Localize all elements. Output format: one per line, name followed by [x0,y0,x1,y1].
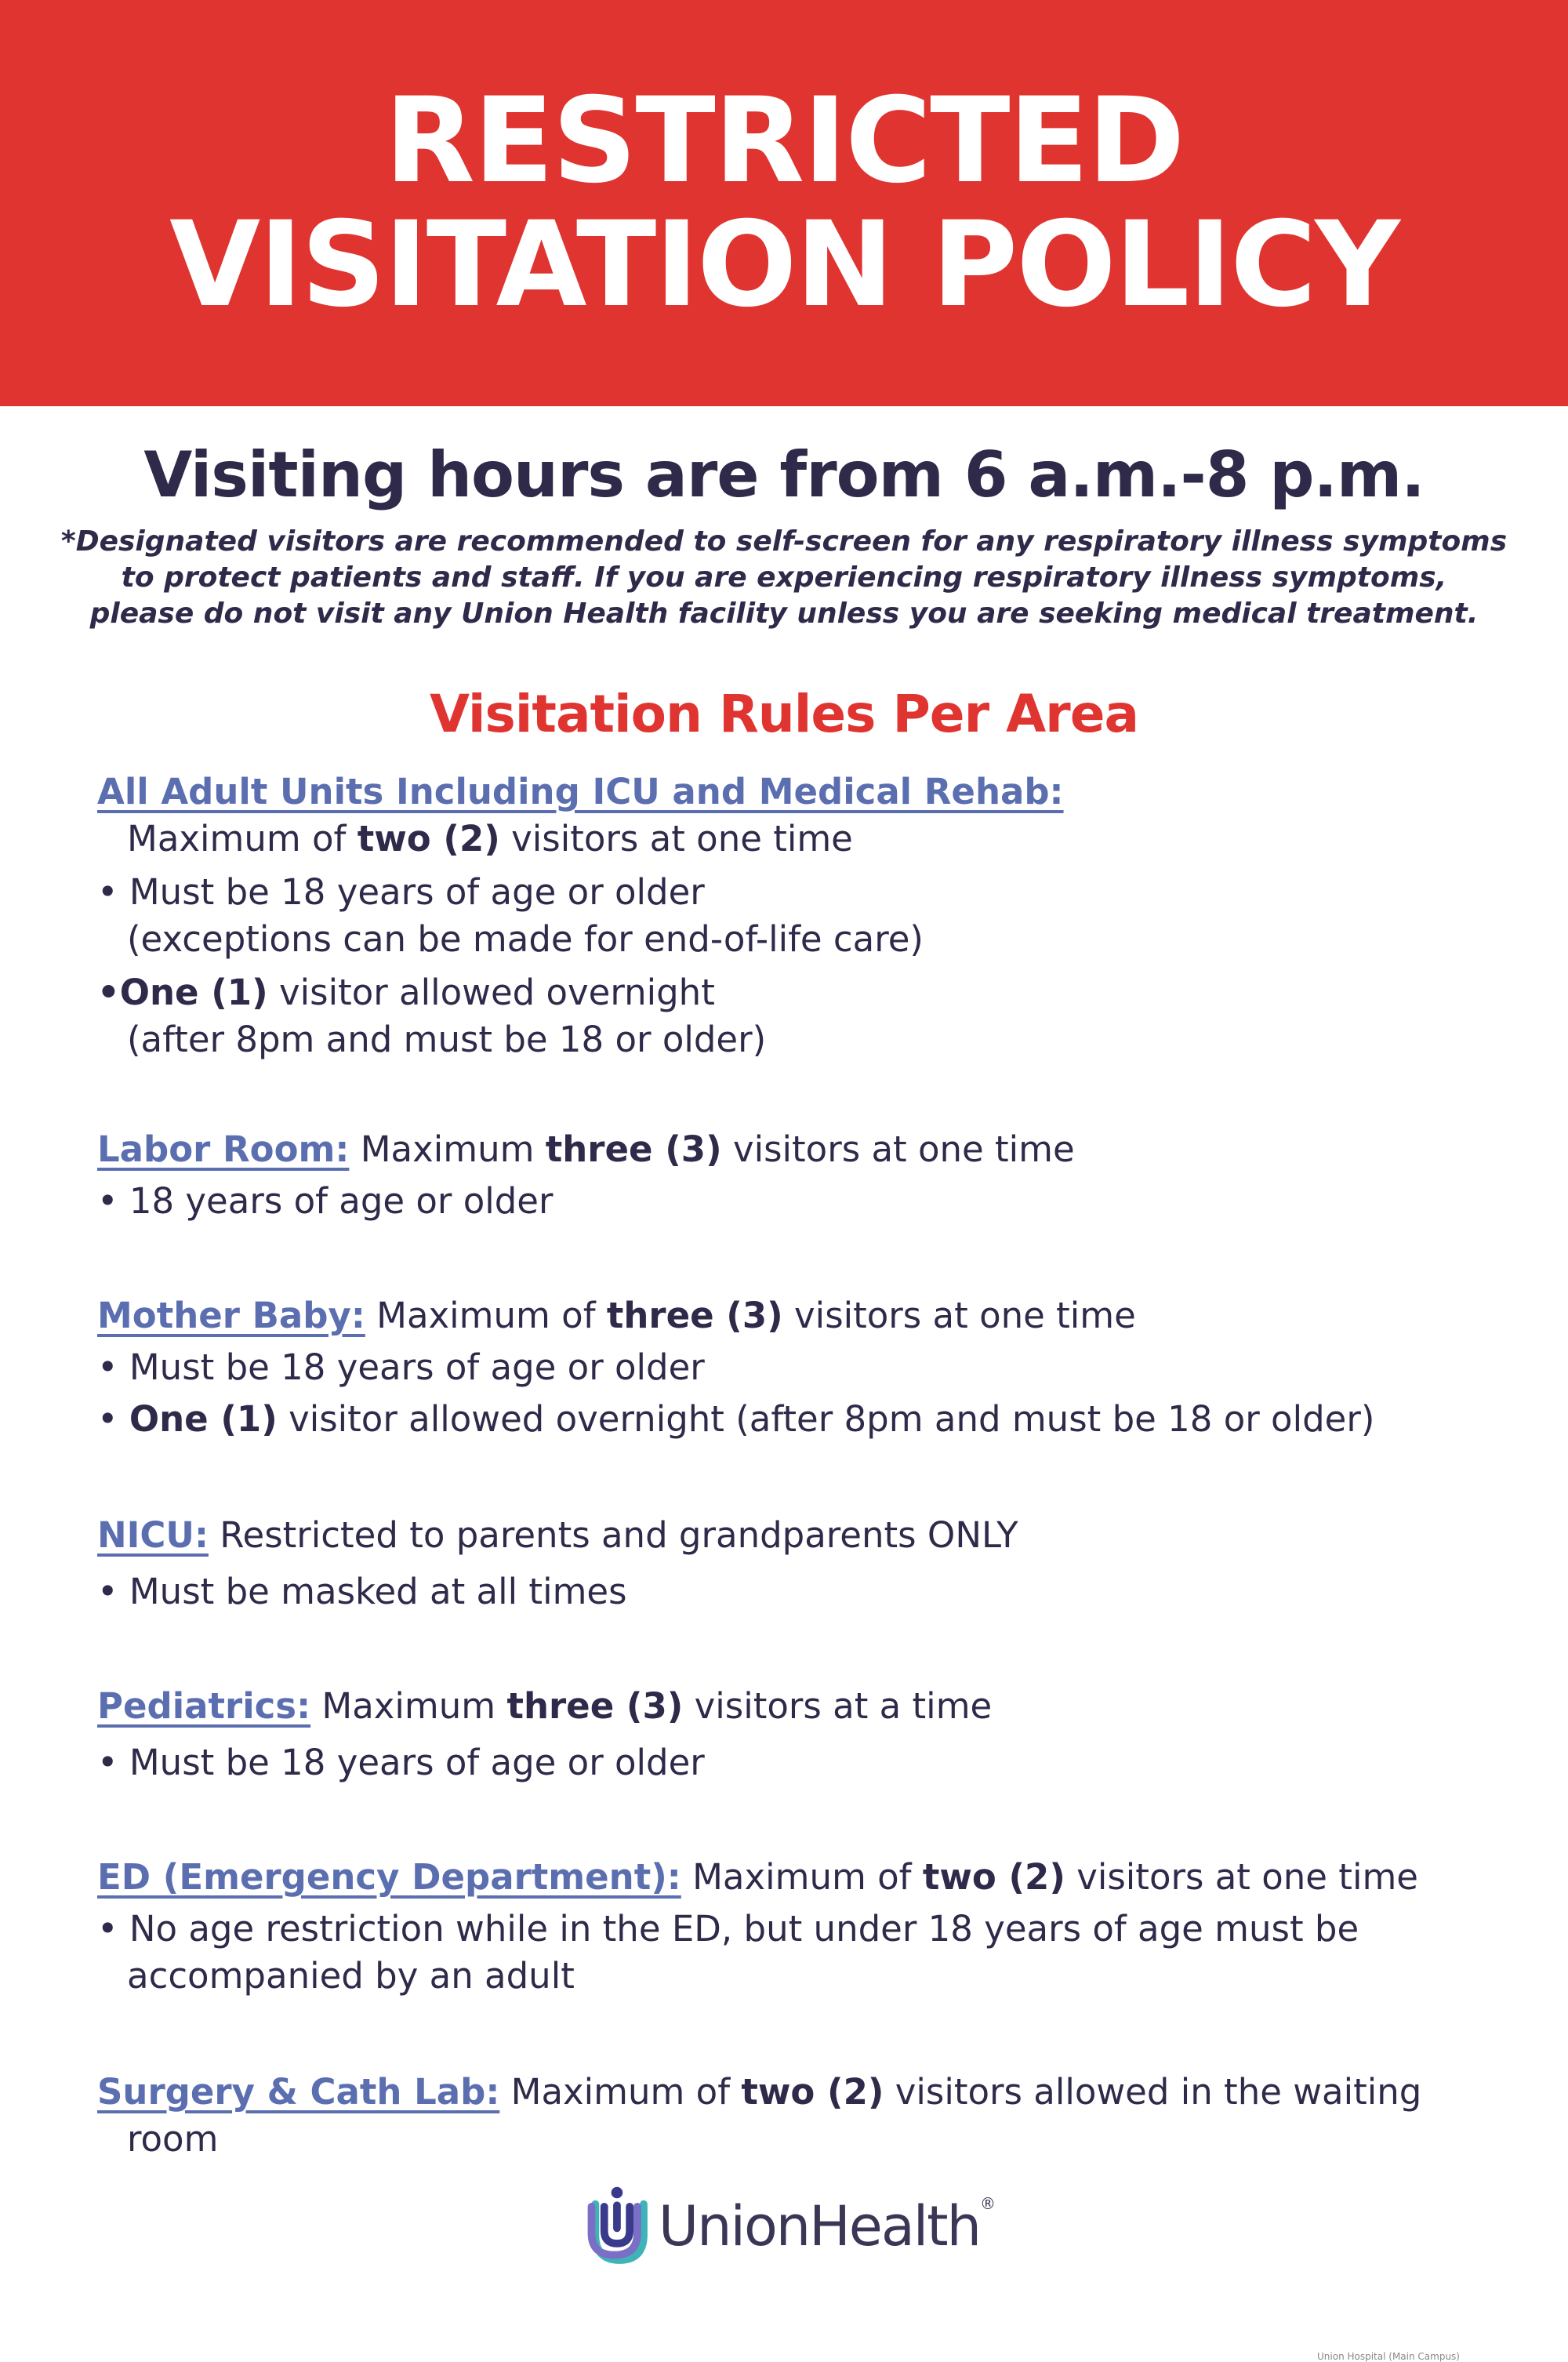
list-item: • Must be 18 years of age or older [97,1742,705,1783]
visiting-hours: Visiting hours are from 6 a.m.-8 p.m. [143,438,1425,511]
list-item: • Must be 18 years of age or older [97,871,705,913]
rules-heading: Visitation Rules Per Area [429,684,1139,744]
disclaimer [0,524,1568,632]
area-adult-units: All Adult Units Including ICU and Medical Rehab: Maximum of two (2) visitors at one time • Must be 18 years of age or older (exceptions can be made for end-of-life care) •One (1) visitor allowed overnight (after 8pm and must be 18 or older) [97,769,1524,1063]
union-health-u-logo-icon [586,2175,648,2277]
area-pediatrics: Pediatrics: Maximum three (3) visitors at a time • Must be 18 years of age or older [97,1683,1524,1786]
area-surgery-cath-lab: Surgery & Cath Lab: Maximum of two (2) visitors allowed in the waiting room [97,2071,1422,2160]
area-name-nicu: NICU: [97,1514,209,1556]
union-health-logo [586,2175,994,2277]
banner-title-line-1: RESTRICTED [384,73,1184,209]
area-name-surgery-cath-lab: Surgery & Cath Lab: [97,2071,500,2113]
area-name-adult-units: All Adult Units Including ICU and Medical Rehab: [97,771,1064,812]
list-item: • Must be masked at all times [97,1571,627,1612]
area-name-mother-baby: Mother Baby: [97,1295,365,1336]
title-banner [0,0,1568,406]
list-item: • One (1) visitor allowed overnight (after 8pm and must be 18 or older) [97,1398,1375,1440]
list-item: • No age restriction while in the ED, but under 18 years of age must be [97,1908,1359,1950]
list-item: • 18 years of age or older [97,1180,554,1222]
location-footnote: Union Hospital (Main Campus) [1317,2351,1460,2362]
area-name-labor-room: Labor Room: [97,1128,350,1170]
disclaimer-line: to protect patients and staff. If you are experiencing respiratory illness symptoms, [121,561,1447,594]
banner-title-line-2: VISITATION POLICY [169,197,1399,333]
list-item: • Must be 18 years of age or older [97,1346,705,1388]
area-name-pediatrics: Pediatrics: [97,1685,311,1727]
area-emergency-department: ED (Emergency Department): Maximum of two (2) visitors at one time • No age restriction while in the ED, but under 18 years of age must be accompanied by an adult [97,1854,1524,2000]
area-name-ed: ED (Emergency Department): [97,1856,681,1898]
area-nicu: NICU: Restricted to parents and grandparents ONLY • Must be masked at all times [97,1512,1524,1615]
disclaimer-line: *Designated visitors are recommended to self-screen for any respiratory illness symptoms [60,525,1508,558]
area-mother-baby: Mother Baby: Maximum of three (3) visitors at one time • Must be 18 years of age or older • One (1) visitor allowed overnight (after 8pm and must be 18 or older) [97,1292,1524,1443]
area-labor-room: Labor Room: Maximum three (3) visitors at one time • 18 years of age or older [97,1126,1524,1225]
disclaimer-line: please do not visit any Union Health facility unless you are seeking medical treatment. [89,598,1479,630]
logo-wordmark: UnionHealth® [658,2194,994,2258]
list-item: •One (1) visitor allowed overnight [97,972,715,1013]
